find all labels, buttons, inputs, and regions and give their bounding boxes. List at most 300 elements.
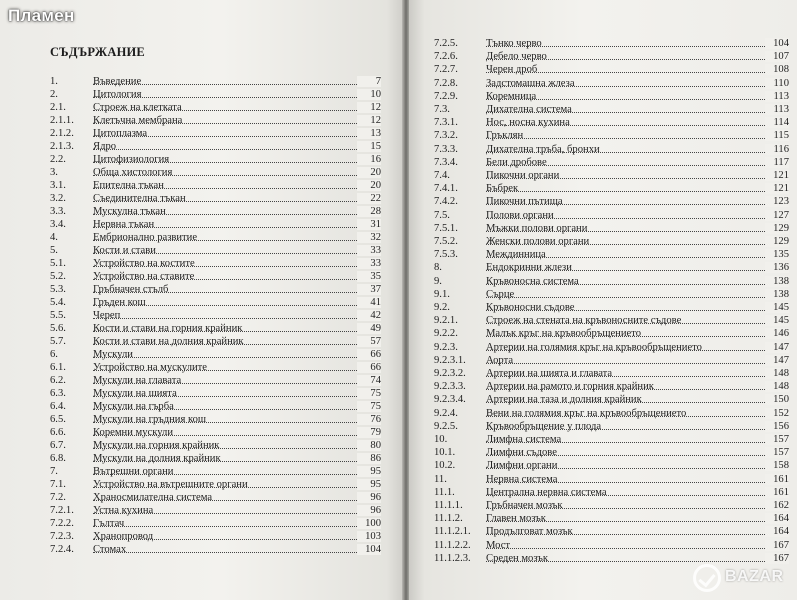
toc-entry	[434, 460, 789, 473]
toc-entry-page: 116	[765, 144, 789, 155]
toc-entry-number: 7.3.4.	[434, 156, 458, 168]
toc-entry-title: Тънко черво	[486, 38, 542, 49]
toc-entry-page: 129	[765, 236, 789, 247]
toc-entry-title: Пикочни пътища	[486, 196, 563, 208]
toc-entry	[434, 315, 789, 328]
toc-entry	[50, 76, 381, 89]
toc-entry-title: Мускули на главата	[93, 375, 182, 386]
toc-entry-page: 80	[357, 440, 381, 451]
toc-entry-number: 8.	[434, 262, 442, 274]
toc-entry-title: Устройство на мускулите	[93, 362, 207, 373]
toc-entry-number: 6.1.	[50, 362, 66, 373]
toc-entry-page: 37	[357, 284, 381, 295]
toc-entry-number: 10.	[434, 434, 448, 445]
toc-entry-page: 57	[357, 336, 381, 347]
toc-entry	[50, 544, 381, 557]
toc-entry-page: 10	[357, 89, 381, 100]
toc-entry-number: 7.3.	[434, 104, 450, 115]
toc-entry-title: Вътрешни органи	[93, 466, 174, 477]
toc-entry	[434, 486, 789, 500]
toc-entry	[50, 284, 381, 297]
toc-entry-page: 123	[765, 196, 789, 207]
toc-entry-page: 146	[765, 328, 789, 339]
toc-leader-dots	[486, 191, 765, 192]
toc-entry-page: 7	[357, 76, 381, 87]
toc-entry-title: Нервна система	[486, 473, 558, 485]
toc-entry-number: 9.2.3.2.	[434, 368, 466, 379]
toc-entry-page: 117	[765, 157, 789, 168]
toc-entry-title: Ядро	[93, 141, 117, 152]
toc-entry	[434, 249, 789, 262]
toc-entry-number: 9.2.	[434, 302, 450, 313]
toc-entry-number: 2.	[50, 89, 58, 100]
toc-entry-number: 5.7.	[50, 336, 66, 347]
toc-entry-page: 147	[765, 355, 789, 366]
toc-entry-page: 22	[357, 193, 381, 204]
toc-entry	[50, 388, 381, 401]
toc-entry-title: Артерии на голямия кръг на кръвообръщението	[486, 341, 702, 353]
toc-leader-dots	[486, 297, 765, 298]
toc-entry-page: 79	[357, 427, 381, 438]
toc-entry-title: Гръден кош	[93, 297, 146, 308]
toc-entry	[434, 381, 789, 394]
toc-entry-number: 5.2.	[50, 271, 66, 282]
toc-entry-page: 127	[765, 210, 789, 221]
toc-entry-page: 110	[765, 78, 789, 89]
toc-entry-number: 11.1.2.1.	[434, 526, 471, 538]
toc-entry	[434, 143, 789, 157]
toc-entry-number: 6.6.	[50, 427, 66, 438]
toc-entry-number: 9.2.3.1.	[434, 354, 466, 366]
toc-entry-title: Дихателна система	[486, 104, 572, 115]
toc-entry	[50, 310, 381, 323]
toc-entry	[434, 117, 789, 130]
toc-entry-title: Обща хистология	[93, 167, 173, 178]
toc-entry-number: 2.2.	[50, 154, 66, 165]
toc-entry	[434, 196, 789, 209]
toc-entry	[50, 440, 381, 453]
toc-entry	[50, 336, 381, 349]
toc-entry-page: 96	[357, 492, 381, 503]
toc-entry	[50, 271, 381, 284]
toc-entry-number: 11.1.2.2.	[434, 539, 471, 551]
toc-entry-number: 9.2.5.	[434, 420, 458, 432]
toc-entry	[50, 245, 381, 258]
toc-entry-page: 162	[765, 500, 789, 511]
toc-entry	[50, 518, 381, 531]
seller-name: Пламен	[8, 6, 75, 25]
toc-entry-number: 6.	[50, 349, 58, 360]
toc-entry-page: 113	[765, 104, 789, 115]
toc-entry	[434, 302, 789, 315]
marketplace-watermark	[693, 562, 789, 596]
toc-entry-page: 20	[357, 167, 381, 178]
watermark-text: BAZAR	[725, 568, 784, 585]
toc-entry-page: 121	[765, 170, 789, 181]
toc-entry	[50, 297, 381, 310]
toc-entry-number: 6.2.	[50, 375, 66, 386]
toc-entry-number: 2.1.3.	[50, 141, 74, 152]
toc-entry	[50, 258, 381, 271]
toc-entry-title: Клетъчна мембрана	[93, 115, 183, 126]
toc-entry	[434, 473, 789, 487]
toc-entry-page: 135	[765, 249, 789, 260]
toc-entry-number: 7.1.	[50, 479, 66, 490]
toc-entry-title: Полови органи	[486, 209, 554, 221]
toc-entry-number: 7.3.3.	[434, 143, 458, 155]
toc-entry-title: Артерии на шията и главата	[486, 368, 613, 379]
toc-entry-title: Женски полови органи	[486, 236, 590, 247]
toc-entry-title: Кръвообръщение у плода	[486, 420, 602, 432]
toc-entry	[50, 323, 381, 336]
toc-entry-number: 9.2.3.3.	[434, 381, 466, 393]
toc-entry	[50, 154, 381, 167]
toc-entry-page: 66	[357, 349, 381, 360]
toc-entry-title: Мъжки полови органи	[486, 222, 588, 234]
toc-entry-number: 4.	[50, 232, 58, 243]
toc-leader-dots	[93, 149, 357, 150]
toc-entry-number: 7.2.7.	[434, 64, 458, 76]
toc-entry-title: Кости и стави на долния крайник	[93, 336, 244, 347]
toc-entry-number: 5.5.	[50, 310, 66, 321]
toc-entry	[434, 104, 789, 117]
toc-entry-page: 35	[357, 271, 381, 282]
toc-entry-page: 152	[765, 408, 789, 419]
toc-entry-page: 86	[357, 453, 381, 464]
toc-entry-page: 138	[765, 276, 789, 287]
right-page	[409, 0, 797, 600]
toc-entry-title: Продълговат мозък	[486, 526, 573, 538]
toc-entry-page: 96	[357, 505, 381, 516]
toc-entry-title: Ендокринни жлези	[486, 262, 572, 274]
toc-entry-title: Епителна тъкан	[93, 180, 164, 191]
toc-entry-title: Устройство на костите	[93, 258, 195, 269]
toc-entry-title: Централна нервна система	[486, 486, 607, 498]
toc-entry-title: Цитоплазма	[93, 128, 148, 139]
toc-entry-number: 11.	[434, 473, 447, 485]
toc-entry-page: 16	[357, 154, 381, 165]
toc-entry-title: Въведение	[93, 76, 142, 87]
toc-entry-page: 145	[765, 315, 789, 326]
toc-entry	[50, 349, 381, 362]
toc-entry-number: 7.3.1.	[434, 117, 458, 129]
toc-entry-page: 157	[765, 434, 789, 445]
toc-entry-page: 158	[765, 460, 789, 471]
toc-entry	[434, 420, 789, 434]
toc-entry-page: 148	[765, 368, 789, 379]
toc-leader-dots	[93, 552, 357, 553]
toc-entry	[434, 38, 789, 51]
toc-entry	[434, 77, 789, 91]
toc-entry-title: Кръвоносни съдове	[486, 302, 575, 313]
toc-entry-number: 5.4.	[50, 297, 66, 308]
toc-entry-page: 75	[357, 401, 381, 412]
toc-entry-title: Лимфни органи	[486, 460, 558, 472]
toc-entry-number: 6.5.	[50, 414, 66, 425]
toc-entry	[50, 89, 381, 102]
toc-entry-title: Среден мозък	[486, 552, 548, 564]
toc-entry	[434, 170, 789, 183]
toc-entry-title: Мускули	[93, 349, 133, 360]
toc-entry-title: Хранопровод	[93, 531, 154, 542]
toc-entry	[50, 362, 381, 375]
toc-entry-title: Гръбначен мозък	[486, 500, 563, 511]
toc-entry-number: 9.2.2.	[434, 328, 458, 340]
toc-entry-number: 7.2.4.	[50, 544, 74, 555]
toc-entry-title: Гръбначен стълб	[93, 284, 169, 295]
toc-entry-number: 7.2.1.	[50, 505, 74, 516]
toc-entry-title: Цитофизиология	[93, 154, 170, 165]
toc-entry	[50, 180, 381, 193]
toc-entry	[434, 354, 789, 368]
toc-entry-number: 6.4.	[50, 401, 66, 412]
toc-entry-title: Кръвоносна система	[486, 275, 579, 287]
toc-entry-page: 49	[357, 323, 381, 334]
toc-entry	[50, 141, 381, 154]
toc-entry-number: 11.1.1.	[434, 500, 463, 511]
toc-entry-page: 108	[765, 64, 789, 75]
toc-entry-title: Мускули на гърба	[93, 401, 174, 412]
toc-entry-number: 11.1.2.	[434, 513, 463, 525]
toc-entry	[434, 407, 789, 421]
toc-entry-number: 9.2.4.	[434, 407, 458, 419]
toc-entry-title: Междинница	[486, 249, 546, 261]
toc-entry-page: 76	[357, 414, 381, 425]
toc-entry	[50, 128, 381, 141]
toc-entry-number: 3.4.	[50, 219, 66, 230]
toc-entry-title: Ембрионално развитие	[93, 232, 198, 243]
toc-entry-number: 6.3.	[50, 388, 66, 399]
toc-entry-page: 148	[765, 381, 789, 392]
toc-entry-page: 115	[765, 130, 789, 141]
toc-entry	[50, 206, 381, 219]
toc-entry	[434, 368, 789, 381]
toc-entry-title: Гръклян	[486, 130, 524, 142]
toc-entry	[434, 500, 789, 513]
toc-entry-page: 121	[765, 183, 789, 194]
toc-entry	[434, 513, 789, 526]
toc-entry-number: 11.1.	[434, 486, 455, 498]
toc-leader-dots	[486, 363, 765, 364]
toc-entry-page: 114	[765, 117, 789, 128]
toc-entry-page: 113	[765, 91, 789, 102]
toc-entry-page: 33	[357, 245, 381, 256]
toc-entry-title: Устройство на ставите	[93, 271, 195, 282]
toc-entry-number: 9.2.3.	[434, 341, 458, 353]
toc-entry-title: Артерии на рамото и горния крайник	[486, 381, 654, 393]
toc-entry-title: Бели дробове	[486, 156, 547, 168]
toc-entry-title: Пикочни органи	[486, 170, 560, 181]
toc-entry	[50, 375, 381, 388]
toc-entry-page: 150	[765, 394, 789, 405]
toc-entry-title: Малък кръг на кръвообръщението	[486, 328, 642, 340]
toc-entry-page: 103	[357, 531, 381, 542]
toc-entry	[434, 51, 789, 64]
toc-entry-number: 11.1.2.3.	[434, 552, 471, 564]
toc-entry	[434, 394, 789, 407]
toc-leader-dots	[93, 526, 357, 527]
toc-entry-page: 95	[357, 466, 381, 477]
toc-entry	[50, 115, 381, 128]
toc-entry-number: 2.1.2.	[50, 128, 74, 139]
toc-entry-number: 10.2.	[434, 460, 456, 472]
toc-entry-number: 2.1.1.	[50, 115, 74, 126]
toc-entry-number: 7.2.5.	[434, 38, 458, 49]
toc-entry-title: Дебело черво	[486, 51, 547, 63]
toc-entry-number: 7.5.3.	[434, 249, 458, 261]
toc-entry-number: 3.1.	[50, 180, 66, 191]
toc-entry-title: Лимфна система	[486, 434, 562, 445]
toc-entry-page: 164	[765, 526, 789, 537]
toc-entry-page: 20	[357, 180, 381, 191]
toc-heading: СЪДЪРЖАНИЕ	[50, 45, 145, 59]
toc-entry	[50, 232, 381, 245]
toc-entry-page: 31	[357, 219, 381, 230]
toc-entry-page: 147	[765, 342, 789, 353]
toc-entry-number: 7.4.1.	[434, 183, 458, 195]
toc-entry	[434, 275, 789, 289]
toc-entry-page: 145	[765, 302, 789, 313]
toc-entry	[434, 539, 789, 553]
checkmark-logo-icon	[693, 564, 721, 592]
toc-entry-title: Строеж на клетката	[93, 102, 182, 113]
toc-entry-number: 9.2.1.	[434, 315, 458, 327]
toc-entry-number: 7.4.2.	[434, 196, 458, 208]
toc-entry	[434, 341, 789, 355]
toc-entry	[50, 466, 381, 479]
toc-entry-number: 7.5.2.	[434, 236, 458, 247]
toc-entry-title: Задстомашна жлеза	[486, 77, 575, 89]
toc-leader-dots	[486, 138, 765, 139]
toc-entry-title: Нос, носна кухина	[486, 117, 570, 129]
toc-entry-title: Стомах	[93, 544, 127, 555]
toc-entry-number: 7.2.3.	[50, 531, 74, 542]
toc-entry	[434, 447, 789, 460]
toc-entry	[434, 209, 789, 223]
toc-entry-title: Храносмилателна система	[93, 492, 213, 503]
toc-entry-page: 12	[357, 102, 381, 113]
toc-entry-page: 107	[765, 51, 789, 62]
toc-entry-page: 167	[765, 553, 789, 564]
toc-entry	[434, 130, 789, 143]
toc-entry-title: Мускулна тъкан	[93, 206, 166, 217]
toc-entry-title: Мускули на горния крайник	[93, 440, 220, 451]
toc-entry-number: 9.2.3.4.	[434, 394, 466, 406]
toc-entry-number: 7.2.9.	[434, 90, 458, 102]
toc-entry-number: 7.2.8.	[434, 77, 458, 89]
toc-entry	[434, 183, 789, 196]
toc-entry-title: Коремни мускули	[93, 427, 174, 438]
toc-entry-number: 7.2.2.	[50, 518, 74, 529]
toc-entry	[50, 102, 381, 115]
toc-entry-number: 9.1.	[434, 288, 450, 300]
toc-entry	[434, 262, 789, 275]
toc-entry-number: 2.1.	[50, 102, 66, 113]
toc-entry-title: Устройство на вътрешните органи	[93, 479, 248, 490]
toc-entry-page: 32	[357, 232, 381, 243]
toc-entry	[434, 156, 789, 170]
toc-entry-number: 10.1.	[434, 447, 456, 459]
toc-entry-title: Череп	[93, 310, 121, 321]
toc-entry-title: Строеж на стената на кръвоносните съдове	[486, 315, 682, 327]
toc-entry-number: 7.4.	[434, 170, 450, 181]
toc-entry-number: 1.	[50, 76, 58, 87]
toc-entry	[434, 434, 789, 447]
toc-entry-page: 167	[765, 540, 789, 551]
toc-entry	[434, 236, 789, 249]
toc-entry	[434, 526, 789, 539]
toc-entry-title: Коремница	[486, 90, 537, 102]
toc-entry-page: 161	[765, 474, 789, 485]
toc-entry-title: Бъбрек	[486, 183, 519, 195]
toc-entry-number: 3.2.	[50, 193, 66, 204]
toc-entry-number: 7.2.6.	[434, 51, 458, 63]
toc-entry	[434, 90, 789, 104]
toc-leader-dots	[93, 318, 357, 319]
toc-entry-number: 6.7.	[50, 440, 66, 451]
toc-entry-page: 12	[357, 115, 381, 126]
toc-entry	[50, 505, 381, 518]
toc-entry-title: Черен дроб	[486, 64, 538, 76]
toc-entry-page: 95	[357, 479, 381, 490]
toc-entry-page: 15	[357, 141, 381, 152]
toc-entry-title: Устна кухина	[93, 505, 154, 516]
toc-entry	[50, 414, 381, 427]
toc-entry-title: Кости и стави	[93, 245, 156, 256]
toc-entry	[50, 219, 381, 232]
toc-entry	[50, 167, 381, 180]
toc-entry	[434, 328, 789, 341]
toc-entry-title: Вени на голямия кръг на кръвообръщението	[486, 407, 687, 419]
toc-entry-number: 7.5.	[434, 209, 450, 221]
toc-entry	[50, 492, 381, 505]
toc-entry-page: 28	[357, 206, 381, 217]
toc-entry	[50, 401, 381, 414]
toc-entry-page: 33	[357, 258, 381, 269]
toc-entry	[50, 479, 381, 492]
toc-entry-page: 75	[357, 388, 381, 399]
toc-entry-page: 100	[357, 518, 381, 529]
toc-entry-page: 138	[765, 289, 789, 300]
toc-entry-page: 157	[765, 447, 789, 458]
toc-entry-page: 156	[765, 421, 789, 432]
toc-entry-page: 104	[357, 544, 381, 555]
toc-entry-title: Кости и стави на горния крайник	[93, 323, 243, 334]
toc-entry	[50, 453, 381, 466]
toc-entry-number: 7.3.2.	[434, 130, 458, 142]
toc-leader-dots	[486, 548, 765, 549]
toc-entry	[50, 193, 381, 206]
toc-entry-page: 136	[765, 262, 789, 273]
toc-entry-title: Дихателна тръба, бронхи	[486, 143, 600, 155]
toc-entry-page: 42	[357, 310, 381, 321]
toc-entry-title: Главен мозък	[486, 513, 546, 525]
toc-entry-title: Гълтач	[93, 518, 125, 529]
toc-entry-page: 164	[765, 513, 789, 524]
toc-entry-number: 3.	[50, 167, 58, 178]
toc-entry-number: 7.5.1.	[434, 222, 458, 234]
toc-entry	[434, 222, 789, 236]
toc-entry	[50, 427, 381, 440]
toc-entry-title: Мускули на долния крайник	[93, 453, 221, 464]
toc-entry-title: Лимфни съдове	[486, 447, 557, 459]
toc-entry-title: Мускули на шията	[93, 388, 177, 399]
toc-entry	[434, 288, 789, 302]
toc-entry-title: Цитология	[93, 89, 142, 100]
toc-entry-number: 7.2.	[50, 492, 66, 503]
toc-entry-page: 129	[765, 223, 789, 234]
toc-entry-title: Сърце	[486, 288, 515, 300]
